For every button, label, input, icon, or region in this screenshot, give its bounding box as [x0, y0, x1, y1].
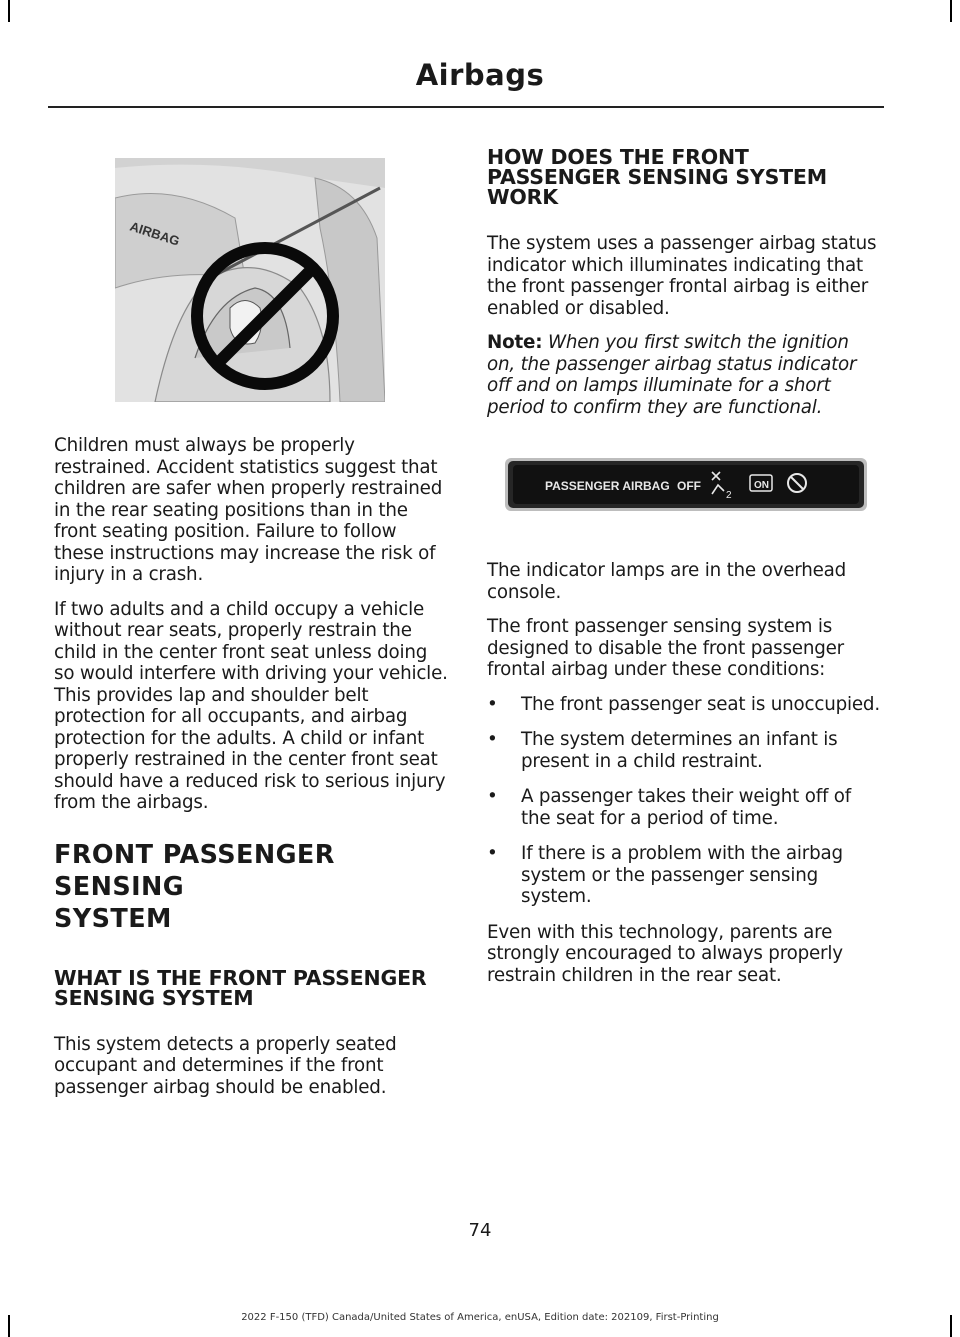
list-item-text: A passenger takes their weight off of the seat for a period of time.	[521, 786, 852, 829]
conditions-list	[487, 694, 881, 908]
note-label: Note:	[487, 332, 543, 353]
right-column	[487, 147, 881, 431]
airbag-label: AIRBAG	[128, 218, 182, 249]
paragraph: This system detects a properly seated occupant and determines if the front passenger airbag should be enabled.	[54, 1033, 397, 1098]
list-item	[487, 729, 881, 772]
left-column	[54, 435, 448, 1111]
list-item-text: If there is a problem with the airbag system or the passenger sensing system.	[521, 843, 843, 907]
list-item	[487, 843, 881, 908]
panel-label: PASSENGER AIRBAG	[545, 479, 670, 493]
footer-edition-info: 2022 F-150 (TFD) Canada/United States of America, enUSA, Edition date: 202109, First-Printing	[241, 1312, 719, 1323]
note-text: When you first switch the ignition on, the passenger airbag status indicator off and on lamps illuminate for a short period to confirm they are functional.	[487, 332, 857, 418]
bullet: •	[487, 729, 498, 750]
child-seat-airbag-illustration	[115, 158, 385, 402]
note	[487, 332, 881, 418]
paragraph: The front passenger sensing system is designed to disable the front passenger frontal airbag under these conditions:	[487, 616, 844, 680]
passenger-airbag-indicator-panel	[505, 458, 867, 511]
bullet: •	[487, 786, 498, 807]
list-item-text: The front passenger seat is unoccupied.	[521, 693, 880, 715]
panel-on-label: ON	[754, 480, 769, 491]
paragraph: The indicator lamps are in the overhead console.	[487, 560, 847, 603]
section-heading	[54, 839, 448, 935]
list-item	[487, 694, 881, 716]
list-item-text: The system determines an infant is present in a child restraint.	[521, 729, 838, 772]
paragraph: Children must always be properly restrained. Accident statistics suggest that children are safer when properly restrained in the rear seating positions than in the front seating position. Failure to follow these instructions may increase the risk of injury in a crash.	[54, 435, 443, 585]
crop-mark	[950, 0, 952, 22]
crop-mark	[8, 0, 10, 22]
paragraph: Even with this technology, parents are strongly encouraged to always properly restrain children in the rear seat.	[487, 921, 843, 986]
page-number: 74	[468, 1220, 492, 1241]
list-item	[487, 786, 881, 829]
bullet: •	[487, 843, 498, 864]
section-heading-line: FRONT PASSENGER SENSING	[54, 839, 335, 902]
page-title: Airbags	[415, 58, 545, 92]
panel-off-label: OFF	[677, 479, 701, 493]
header-divider	[48, 106, 884, 108]
section-heading-line: SYSTEM	[54, 903, 172, 934]
subheading: WHAT IS THE FRONT PASSENGER SENSING SYSTEM	[54, 965, 427, 1010]
subheading: HOW DOES THE FRONT PASSENGER SENSING SYSTEM WORK	[487, 145, 827, 209]
right-column-continued	[487, 560, 881, 999]
bullet: •	[487, 693, 498, 715]
paragraph: The system uses a passenger airbag status indicator which illuminates indicating that the front passenger frontal airbag is either enabled or disabled.	[487, 233, 877, 319]
svg-text:2: 2	[726, 490, 732, 501]
paragraph: If two adults and a child occupy a vehicle without rear seats, properly restrain the child in the center front seat unless doing so would interfere with driving your vehicle. This provides lap and shoulder belt protection for all occupants, and airbag protection for the adults. A child or infant properly restrained in the center front seat should have a reduced risk to serious injury from the airbags.	[54, 598, 448, 813]
